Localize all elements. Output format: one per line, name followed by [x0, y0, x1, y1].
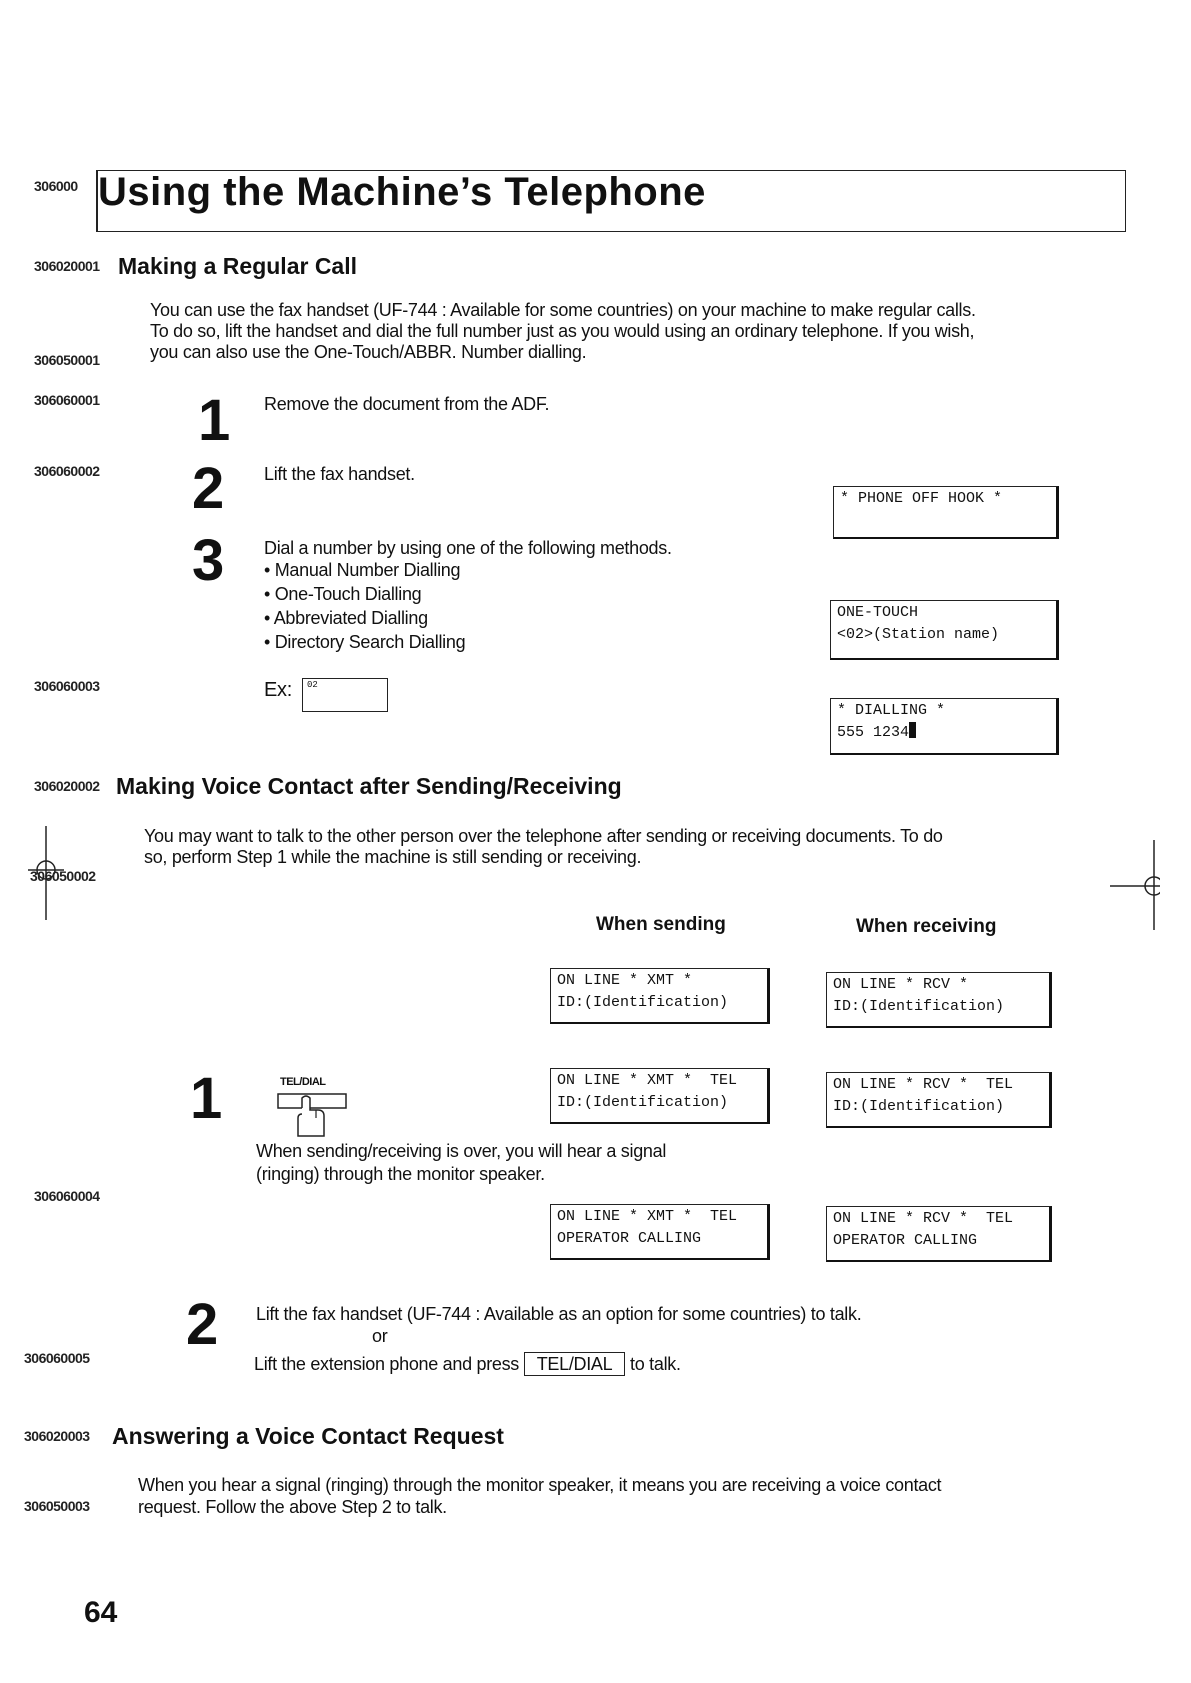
- one-touch-key-02: 02: [302, 678, 388, 712]
- step1-code: 306060001: [34, 392, 100, 408]
- registration-mark-left: [26, 826, 66, 920]
- section1-title: Making a Regular Call: [118, 253, 358, 279]
- step2-line1: Lift the fax handset (UF-744 : Available as an option for some countries) to talk.: [256, 1304, 862, 1324]
- list-item: • One-Touch Dialling: [264, 584, 422, 604]
- section3-title: Answering a Voice Contact Request: [112, 1423, 504, 1449]
- list-item: • Abbreviated Dialling: [264, 608, 428, 628]
- lcd-xmt-operator-calling: ON LINE * XMT * TEL OPERATOR CALLING: [550, 1204, 770, 1260]
- step1-code: 306060004: [34, 1188, 100, 1204]
- dialling-methods: [264, 558, 465, 654]
- lcd-rcv-operator-calling: ON LINE * RCV * TEL OPERATOR CALLING: [826, 1206, 1052, 1262]
- section1-intro: [150, 300, 976, 363]
- tel-dial-key-label: TEL/DIAL: [280, 1076, 326, 1088]
- step-number: 2: [186, 1292, 219, 1357]
- intro-line: You may want to talk to the other person over the telephone after sending or receiving documents. To do: [144, 826, 943, 846]
- step3-text: Dial a number by using one of the following methods.: [264, 538, 672, 558]
- section2-code: 306020002: [34, 778, 100, 794]
- section2-title: Making Voice Contact after Sending/Receiving: [116, 773, 622, 799]
- tel-dial-key: TEL/DIAL: [524, 1352, 626, 1376]
- lcd-xmt-tel: ON LINE * XMT * TEL ID:(Identification): [550, 1068, 770, 1124]
- lcd-one-touch: ONE-TOUCH <02>(Station name): [830, 600, 1059, 660]
- section2-intro: [144, 826, 943, 868]
- step-number: 3: [192, 528, 225, 593]
- page-title: Using the Machine’s Telephone: [98, 170, 706, 214]
- step-number: 2: [192, 456, 225, 521]
- section3-intro-code: 306050003: [24, 1498, 90, 1514]
- lcd-xmt-online: ON LINE * XMT * ID:(Identification): [550, 968, 770, 1024]
- step2-code: 306060002: [34, 463, 100, 479]
- lcd-dialling: * DIALLING * 555 1234: [830, 698, 1059, 755]
- intro-line: you can also use the One-Touch/ABBR. Number dialling.: [150, 342, 587, 362]
- intro-line: When you hear a signal (ringing) through the monitor speaker, it means you are receiving a voice contact: [138, 1475, 942, 1495]
- step2-text: Lift the fax handset.: [264, 464, 415, 484]
- section1-intro-code: 306050001: [34, 352, 100, 368]
- list-item: • Directory Search Dialling: [264, 632, 466, 652]
- lcd-rcv-online: ON LINE * RCV * ID:(Identification): [826, 972, 1052, 1028]
- cursor-block: [909, 722, 916, 738]
- step-number: 1: [190, 1066, 223, 1131]
- lcd-phone-off-hook: * PHONE OFF HOOK *: [833, 486, 1059, 539]
- intro-line: request. Follow the above Step 2 to talk.: [138, 1497, 447, 1517]
- section2-intro-code: 306050002: [30, 868, 96, 884]
- section3-intro: [138, 1474, 941, 1518]
- intro-line: To do so, lift the handset and dial the full number just as you would using an ordinary telephone. If you wish,: [150, 321, 975, 341]
- step2-or: or: [372, 1326, 388, 1346]
- section1-code: 306020001: [34, 258, 100, 274]
- step2-line2: Lift the extension phone and press TEL/DIAL to talk.: [254, 1354, 681, 1374]
- intro-line: so, perform Step 1 while the machine is still sending or receiving.: [144, 847, 642, 867]
- intro-line: You can use the fax handset (UF-744 : Available for some countries) on your machine to make regular calls.: [150, 300, 976, 320]
- section3-code: 306020003: [24, 1428, 90, 1444]
- step1-description: When sending/receiving is over, you will hear a signal (ringing) through the monitor speaker.: [256, 1141, 667, 1184]
- tel-dial-key-press-icon: [276, 1092, 350, 1138]
- step-number: 1: [198, 388, 231, 453]
- list-item: • Manual Number Dialling: [264, 560, 461, 580]
- column-when-receiving: When receiving: [856, 916, 997, 937]
- step2-code: 306060005: [24, 1350, 90, 1366]
- ex-label: Ex:: [264, 679, 292, 701]
- ex-code: 306060003: [34, 678, 100, 694]
- registration-mark-right: [1110, 840, 1160, 930]
- header-code: 306000: [34, 178, 78, 194]
- lcd-rcv-tel: ON LINE * RCV * TEL ID:(Identification): [826, 1072, 1052, 1128]
- step1-text: Remove the document from the ADF.: [264, 394, 550, 414]
- page-number: 64: [84, 1596, 118, 1629]
- column-when-sending: When sending: [596, 914, 726, 935]
